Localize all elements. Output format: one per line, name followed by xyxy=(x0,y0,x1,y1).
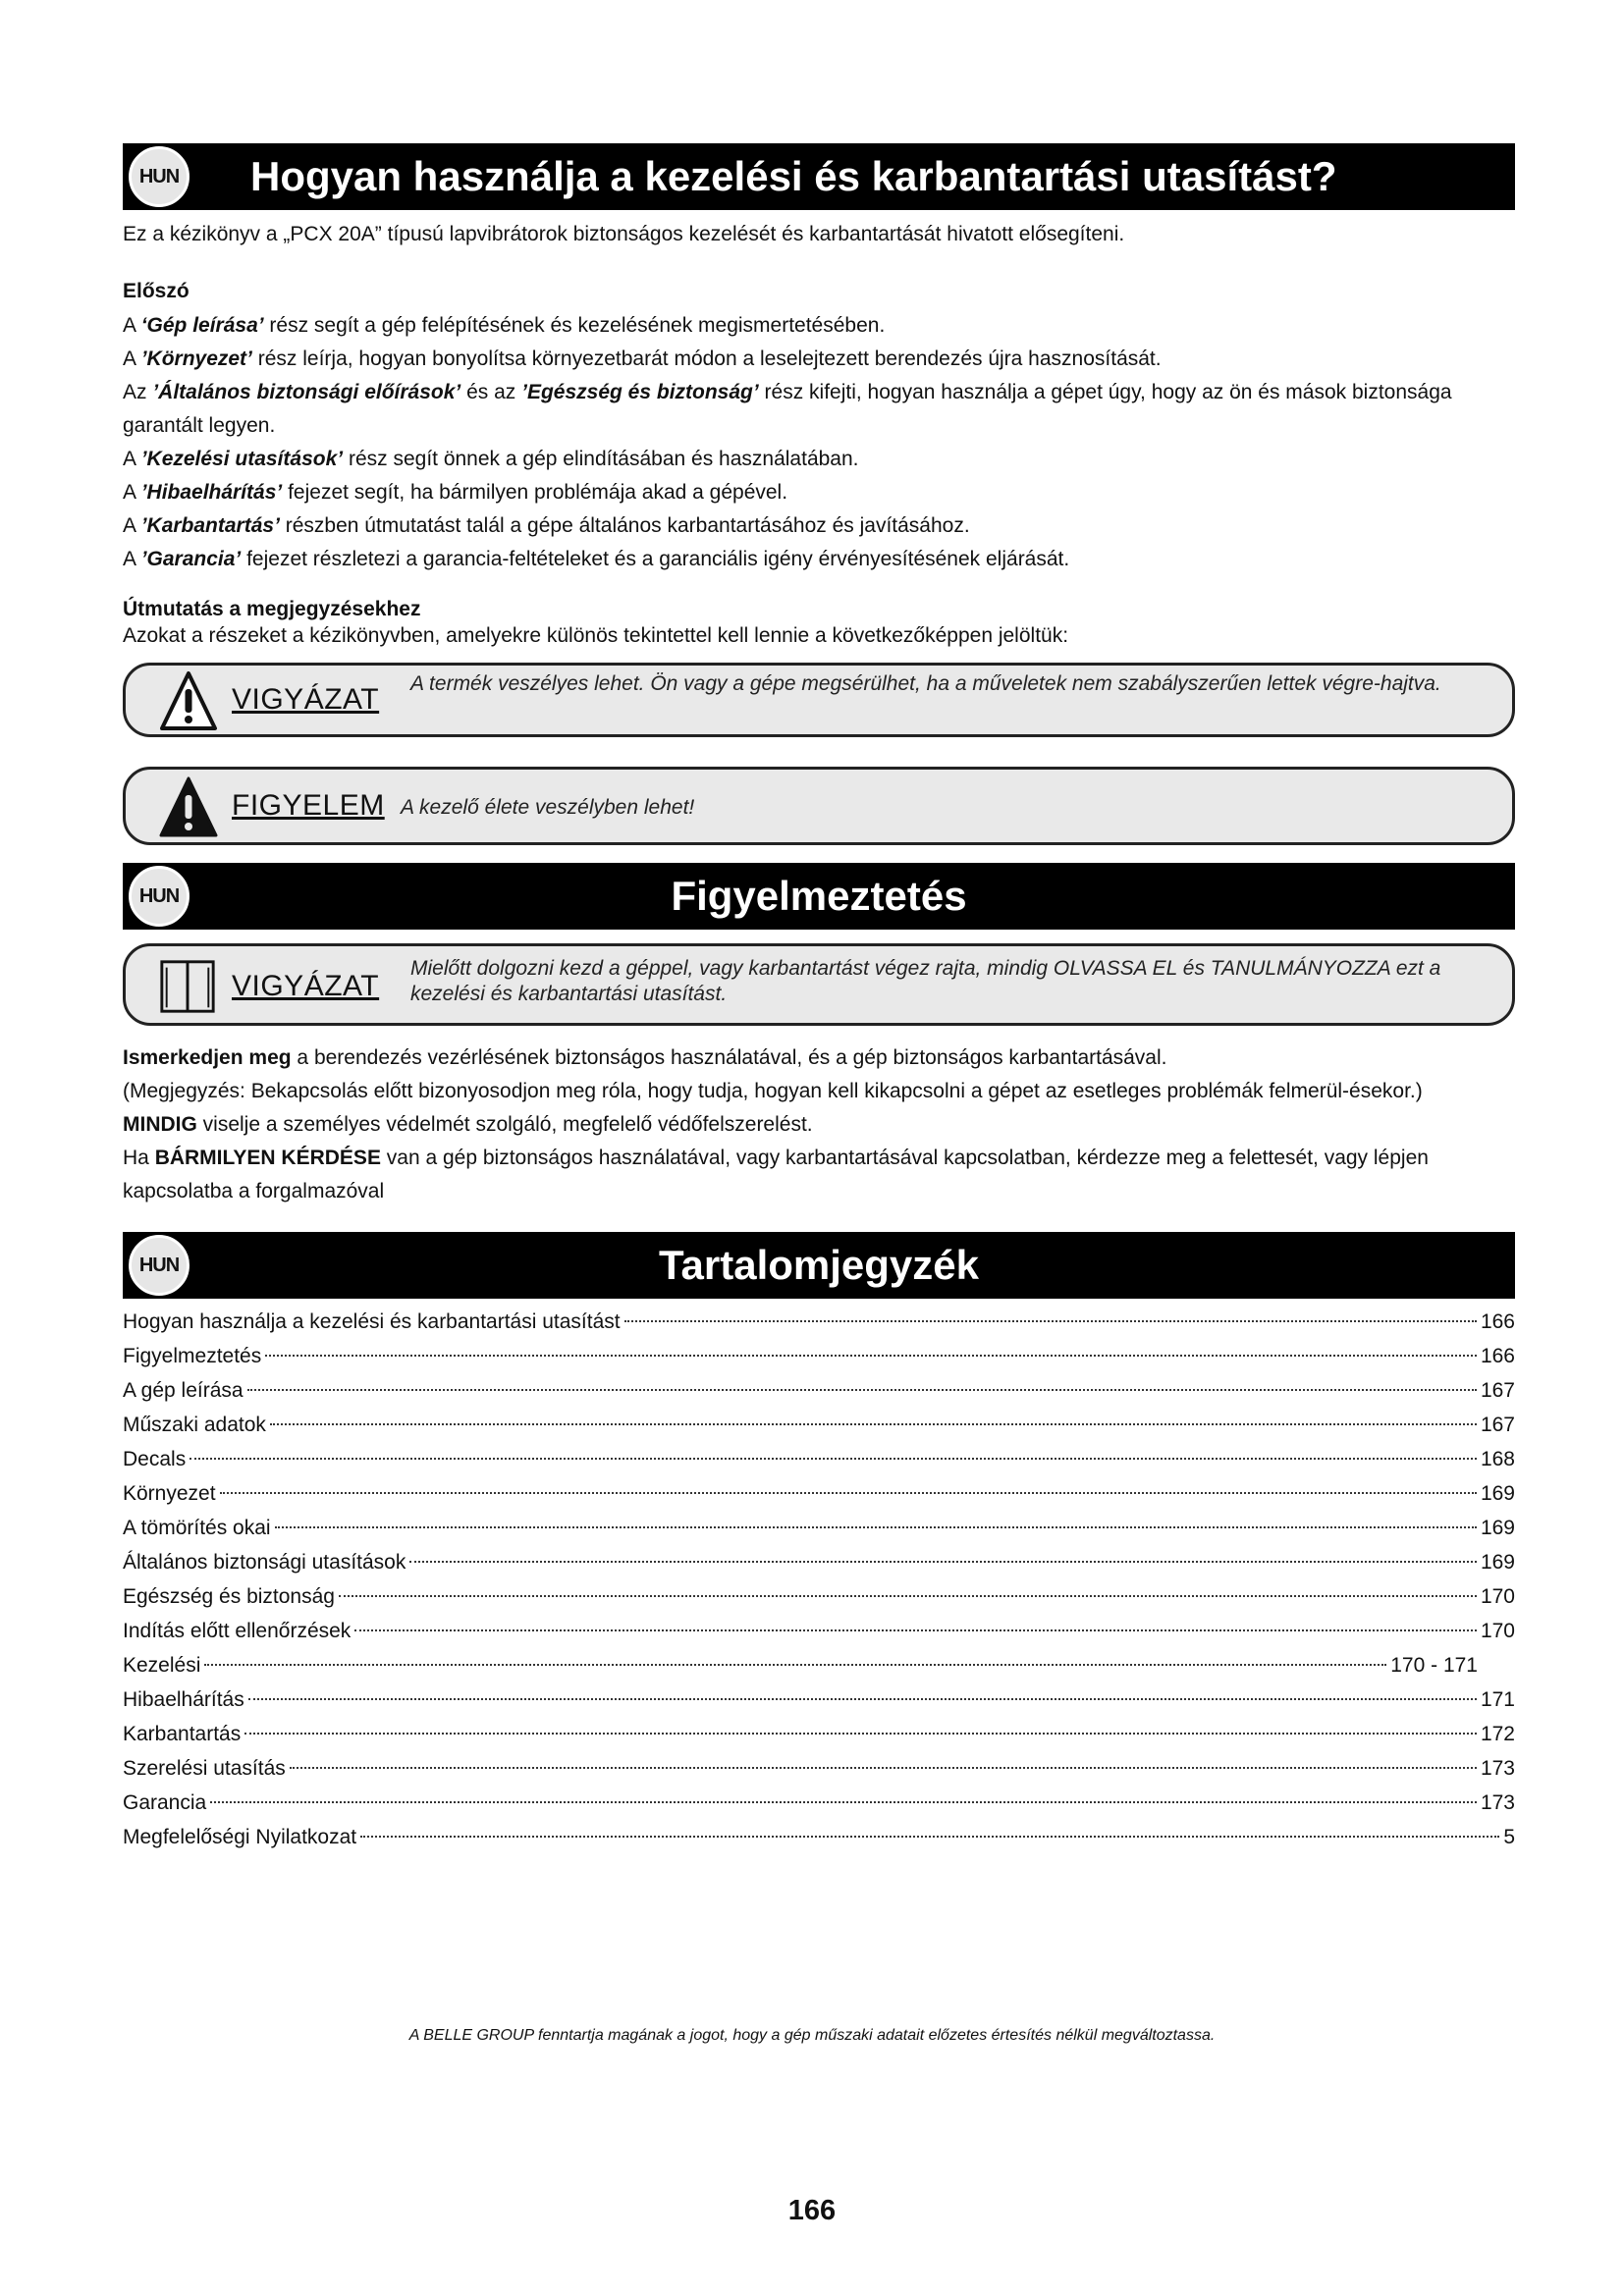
toc-entry[interactable]: Általános biztonsági utasítások 169 xyxy=(123,1551,1515,1574)
hun-language-badge: HUN xyxy=(129,146,189,207)
section-title: Hogyan használja a kezelési és karbantartási utasítást? xyxy=(250,153,1337,199)
warning-paragraph: (Megjegyzés: Bekapcsolás előtt bizonyosodjon meg róla, hogy tudja, hogyan kell kikapcsolni a gépet az esetleges problémák felmerül-ésekor.) xyxy=(123,1080,1423,1102)
caution-notice xyxy=(123,663,1515,737)
manual-caution-message: Mielőtt dolgozni kezd a géppel, vagy karbantartást végez rajta, mindig OLVASSA EL és TANULMÁNYOZZA ezt a kezelési és karbantartási utasítást. xyxy=(410,957,1441,1005)
section-title: Tartalomjegyzék xyxy=(658,1242,979,1288)
toc-entry[interactable]: Hibaelhárítás 171 xyxy=(123,1688,1515,1711)
caution-message: A termék veszélyes lehet. Ön vagy a gépe megsérülhet, ha a műveletek nem szabályszerűen lettek végre-hajtva. xyxy=(410,672,1441,695)
warning-paragraphs xyxy=(123,1041,1515,1208)
foreword-list xyxy=(123,309,1515,576)
foreword-line: Az ’Általános biztonsági előírások’ és az ’Egészség és biztonság’ rész kifejti, hogyan használja a gépet úgy, hogy az ön és mások biztonsága garantált legyen. xyxy=(123,381,1452,437)
warning-paragraph: MINDIG viselje a személyes védelmét szolgáló, megfelelő védőfelszerelést. xyxy=(123,1113,813,1136)
toc-entry[interactable]: Környezet 169 xyxy=(123,1482,1515,1505)
foreword-line: A ’Kezelési utasítások’ rész segít önnek a gép elindításában és használatában. xyxy=(123,448,859,470)
toc-entry[interactable]: A tömörítés okai 169 xyxy=(123,1517,1515,1539)
toc-entry[interactable]: Indítás előtt ellenőrzések 170 xyxy=(123,1620,1515,1642)
toc-entry[interactable]: Figyelmeztetés 166 xyxy=(123,1345,1515,1367)
toc-entry[interactable]: A gép leírása 167 xyxy=(123,1379,1515,1402)
toc-entry[interactable]: Megfelelőségi Nyilatkozat 5 xyxy=(123,1826,1515,1848)
hun-language-badge: HUN xyxy=(129,866,189,927)
table-of-contents xyxy=(123,1305,1515,1854)
toc-entry[interactable]: Műszaki adatok 167 xyxy=(123,1414,1515,1436)
section-title: Figyelmeztetés xyxy=(671,873,967,919)
caution-label: VIGYÁZAT xyxy=(232,683,380,716)
warning-paragraph: Ha BÁRMILYEN KÉRDÉSE van a gép biztonságos használatával, vagy karbantartásával kapcsolatban, kérdezze meg a felettesét, vagy lépjen kapcsolatba a forgalmazóval xyxy=(123,1147,1429,1202)
notes-guide-text: Azokat a részeket a kézikönyvben, amelyekre különös tekintettel kell lennie a következőképpen jelöltük: xyxy=(123,624,1069,647)
danger-notice xyxy=(123,767,1515,845)
danger-message: A kezelő élete veszélyben lehet! xyxy=(401,796,695,819)
toc-entry[interactable]: Karbantartás 172 xyxy=(123,1723,1515,1745)
warning-triangle-filled-icon xyxy=(159,775,218,838)
hun-language-badge: HUN xyxy=(129,1235,189,1296)
foreword-line: A ’Hibaelhárítás’ fejezet segít, ha bármilyen problémája akad a gépével. xyxy=(123,481,788,504)
foreword-line: A ’Garancia’ fejezet részletezi a garancia-feltételeket és a garanciális igény érvényesítésének eljárását. xyxy=(123,548,1070,570)
warning-triangle-outline-icon xyxy=(159,669,218,732)
toc-entry[interactable]: Hogyan használja a kezelési és karbantartási utasítást 166 xyxy=(123,1310,1515,1333)
foreword-line: A ’Karbantartás’ részben útmutatást talál a gépe általános karbantartásához és javításához. xyxy=(123,514,970,537)
section-header-warning xyxy=(123,863,1515,930)
toc-entry[interactable]: Kezelési 170 - 171 xyxy=(123,1654,1478,1677)
toc-entry[interactable]: Garancia 173 xyxy=(123,1791,1515,1814)
foreword-line: A ’Környezet’ rész leírja, hogyan bonyolítsa környezetbarát módon a leselejtezett berendezés újra hasznosítását. xyxy=(123,347,1162,370)
section-header-contents xyxy=(123,1232,1515,1299)
open-book-icon xyxy=(151,956,224,1017)
danger-label: FIGYELEM xyxy=(232,789,385,822)
disclaimer-note: A BELLE GROUP fenntartja magának a jogot, hogy a gép műszaki adatait előzetes értesítés nélkül megváltoztassa. xyxy=(408,2027,1216,2044)
toc-entry[interactable]: Decals 168 xyxy=(123,1448,1515,1470)
warning-paragraph: Ismerkedjen meg a berendezés vezérlésének biztonságos használatával, és a gép biztonságos karbantartásával. xyxy=(123,1046,1167,1069)
toc-entry[interactable]: Szerelési utasítás 173 xyxy=(123,1757,1515,1780)
notes-guide-heading: Útmutatás a megjegyzésekhez xyxy=(123,598,421,620)
section-header-how-to-use xyxy=(123,143,1515,210)
foreword-line: A ‘Gép leírása’ rész segít a gép felépítésének és kezelésének megismertetésében. xyxy=(123,314,886,337)
read-manual-notice xyxy=(123,943,1515,1026)
page-number: 166 xyxy=(787,2195,837,2226)
toc-entry[interactable]: Egészség és biztonság 170 xyxy=(123,1585,1515,1608)
intro-text: Ez a kézikönyv a „PCX 20A” típusú lapvibrátorok biztonságos kezelését és karbantartását hivatott elősegíteni. xyxy=(123,223,1125,245)
manual-page xyxy=(123,143,1515,1854)
manual-caution-label: VIGYÁZAT xyxy=(232,970,380,1002)
foreword-heading: Előszó xyxy=(123,280,189,302)
